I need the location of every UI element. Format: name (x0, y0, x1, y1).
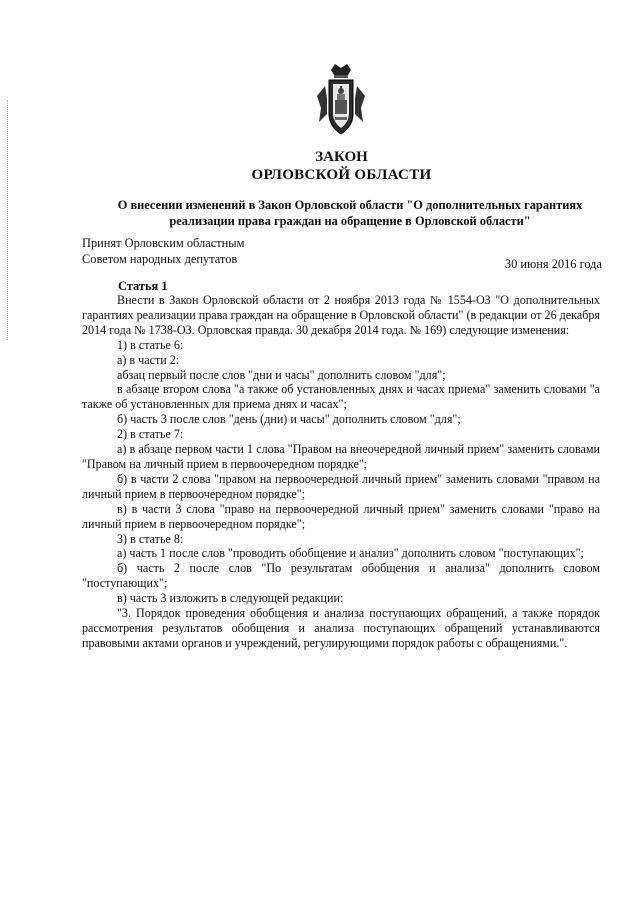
paragraph: в) часть 3 изложить в следующей редакции: (117, 591, 344, 606)
region-title: ОРЛОВСКОЙ ОБЛАСТИ (251, 167, 432, 183)
adoption-date: 30 июня 2016 года (504, 257, 602, 271)
paragraph: в абзаце втором слова "а также об установленных днях и часах приема" заменить словами "а также об установленных для приема днях и часах"; (82, 382, 600, 412)
paragraph: а) в части 2: (117, 352, 180, 367)
paragraph: а) часть 1 после слов "проводить обобщение и анализ" дополнить словом "поступающих"; (117, 546, 584, 561)
paragraph: 3) в статье 8: (117, 531, 184, 546)
article-body (82, 293, 600, 651)
scan-edge-mark (7, 100, 9, 340)
paragraph: б) часть 2 после слов "По результатам обобщения и анализа" дополнить словом "поступающих"; (82, 561, 600, 591)
paragraph: Внести в Закон Орловской области от 2 ноября 2013 года № 1554-ОЗ "О дополнительных гарантиях реализации права граждан на обращение в Орловской области" (в редакции от 26 декабря 2014 года № 1738-ОЗ. Орловская правда. 30 декабря 2014 года. № 169) следующие изменения: (82, 293, 600, 337)
paragraph: абзац первый после слов "дни и часы" дополнить словом "для"; (117, 367, 446, 382)
paragraph: 1) в статье 6: (117, 337, 184, 352)
adoption-line-2: Советом народных депутатов (82, 252, 238, 266)
coat-of-arms-icon (315, 62, 367, 138)
adoption-info (82, 235, 244, 267)
paragraph: б) в части 2 слова "правом на первоочередной личный прием" заменить словами "правом на личный прием в первоочередном порядке"; (82, 471, 600, 501)
adoption-line-1: Принят Орловским областным (82, 236, 245, 250)
paragraph: 2) в статье 7: (117, 427, 184, 442)
paragraph: в) в части 3 слова "право на первоочередной личный прием" заменить словами "право на личный прием в первоочередном порядке"; (82, 501, 600, 531)
paragraph: а) в абзаце первом части 1 слова "Правом на внеочередной личный прием" заменить словами "Правом на личный прием в первоочередном порядке"; (82, 442, 600, 471)
law-subject: О внесении изменений в Закон Орловской области "О дополнительных гарантиях реализации права граждан на обращение в Орловской области" (117, 198, 583, 228)
paragraph: "3. Порядок проведения обобщения и анализа поступающих обращений, а также порядок рассмотрения результатов обобщения и анализа поступающих обращений устанавливаются правовыми актами органов и учреждений, регулирующими порядок работы с обращениями.". (82, 606, 600, 650)
paragraph: б) часть 3 после слов "день (дни) и часы" дополнить словом "для"; (117, 412, 461, 427)
article-heading: Статья 1 (118, 279, 168, 293)
law-title: ЗАКОН (315, 149, 368, 165)
